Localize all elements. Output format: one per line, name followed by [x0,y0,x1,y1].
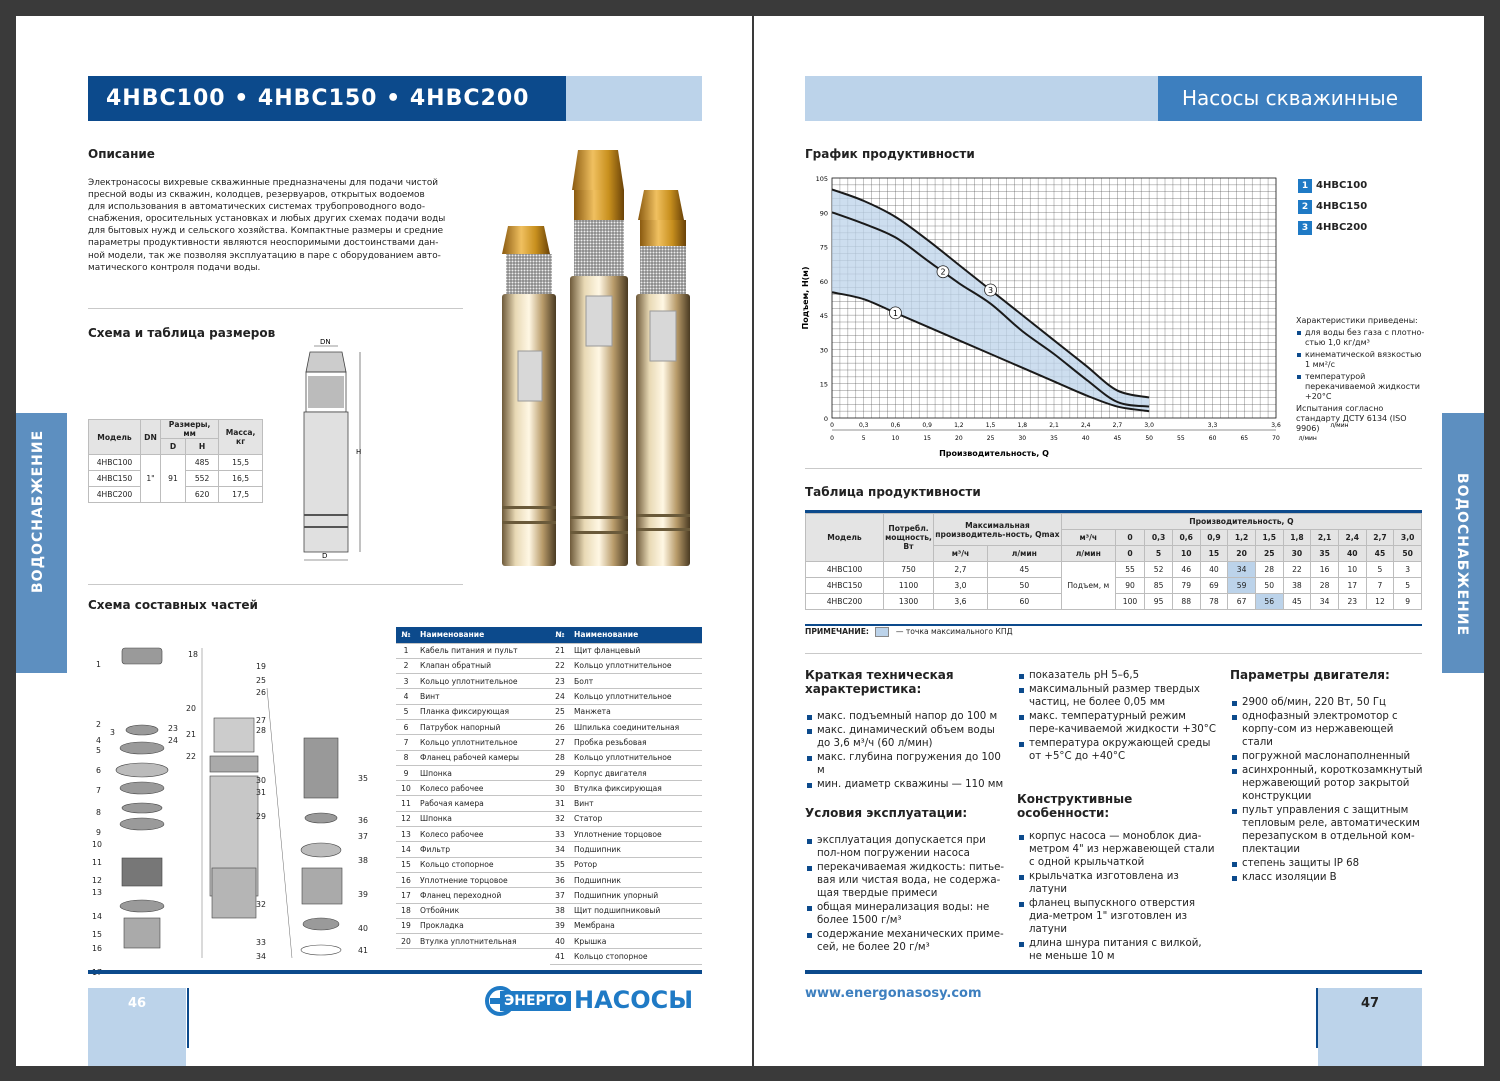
x-tick-label: 70 [1272,435,1280,442]
x-tick-label: 60 [1208,435,1217,442]
x-tick-label: 20 [955,435,963,442]
x-tick-label: 50 [1145,435,1153,442]
x-tick-label: 2,1 [1049,422,1059,429]
y-tick-label: 60 [819,277,828,286]
table-row: 14 Фильтр [396,842,550,857]
table-row: 18 Отбойник [396,903,550,918]
table-row: 13 Колесо рабочее [396,827,550,842]
x-tick-label: 30 [1018,435,1027,442]
table-bottom-rule [805,624,1422,626]
table-row: 30 Втулка фиксирующая [550,781,702,796]
conditions-heading: Условия эксплуатации: [805,806,968,820]
x-tick-label: 0,9 [922,422,932,429]
y-tick-label: 45 [819,312,828,321]
y-tick-label: 15 [819,380,828,389]
x-tick-label: 2,4 [1080,422,1091,429]
x-tick-label: 15 [923,435,931,442]
table-row: 27 Пробка резьбовая [550,735,702,750]
table-row: 4 Винт [396,689,550,704]
side-tab: ВОДОСНАБЖЕНИЕ [1442,413,1484,673]
x-tick-label: 0,3 [858,422,869,429]
table-row: 5 Планка фиксирующая [396,704,550,719]
x-axis-label: Производительность, Q [939,449,1049,458]
pump-4hbc100 [502,226,556,566]
chart-heading: График продуктивности [805,147,975,161]
divider [805,653,1422,654]
table-row: 6 Патрубок напорный [396,719,550,734]
table-row: 2 Клапан обратный [396,658,550,673]
table-row: 22 Кольцо уплотнительное [550,658,702,673]
table-row: 24 Кольцо уплотнительное [550,689,702,704]
y-tick-label: 0 [823,415,828,423]
table-row: 37 Подшипник упорный [550,888,702,903]
y-axis-label: Подъем, H(м) [801,266,810,330]
y-tick-label: 90 [819,209,828,218]
x-tick-label: 3,0 [1144,422,1154,429]
x-tick-label: 65 [1240,435,1249,442]
x-tick-label: 45 [1113,435,1122,442]
table-row: 4НВС100 750 2,7 45 Подъем, м 55 52 46 40 34 28 22 16 10 5 3 [806,562,1422,578]
svg-text:DN: DN [320,338,331,346]
x-tick-label: 3,6 [1271,422,1281,429]
x-tick-label: 3,3 [1207,422,1218,429]
table-row: 19 Прокладка [396,918,550,933]
parts-table-right: № Наименование 21 Щит фланцевый 22 Кольцо уплотнительное 23 Болт 24 Кольцо уплотнительное 25 Манжета 26 Шпилька соединительная 27 Пробка резьбовая 28 Кольцо уплотнительное 29 Корпус двигателя 30 Втулка фиксирующая 31 Винт 32 Статор 33 Уплотнение торцовое 34 Подшипник 35 Ротор 36 Подшипник 37 Подшипник упорный 38 Щит подшипниковый 39 Мембрана 40 Крышка 41 Кольцо стопорное [550,627,702,965]
table-row: 3 Кольцо уплотнительное [396,674,550,689]
dimension-drawing [286,334,386,564]
brief-heading: Краткая техническая характеристика: [805,668,954,696]
table-row: 23 Болт [550,674,702,689]
series-marker-label: 1 [892,308,898,318]
energonasosy-logo: ЭНЕРГО НАСОСЫ [484,986,704,1016]
x-tick-label: 5 [861,435,866,442]
footer-rule [88,970,702,974]
conditions-list: эксплуатация допускается при пол-ном погружении насоса перекачиваемая жидкость: питье-вая или чистая вода, не содержа-щая твердые примеси общая минерализация воды: не более 1500 г/м³ содержание механических приме-сей, не более 20 г/м³ [805,834,1005,955]
x-tick-label: 1,5 [985,422,996,429]
description-text: Электронасосы вихревые скважинные предназначены для подачи чистой пресной воды из скважин, колодцев, резервуаров, открытых водоемов для использования в автоматических системах трубопроводного водо- снабжения, оросительных установках и любых других схемах подачи воды для бытовых нужд и сельского хозяйства. Компактные размеры и средние параметры продуктивности являются неоспоримыми достоинствами дан- ной модели, так же позволяя эксплуатацию в паре с оборудованием авто- матического контроля подачи воды. [88,178,446,273]
table-row: 21 Щит фланцевый [550,643,702,658]
series-marker-label: 2 [940,267,946,277]
table-row: 4НВС100 [89,455,141,471]
side-tab: ВОДОСНАБЖЕНИЕ [16,413,67,673]
legend-item: 2 4НВС150 [1298,200,1367,214]
footer-rule [805,970,1422,974]
table-row: 33 Уплотнение торцовое [550,827,702,842]
table-row: 32 Статор [550,811,702,826]
parts-table-left: № Наименование 1 Кабель питания и пульт 2 Клапан обратный 3 Кольцо уплотнительное 4 Винт 5 Планка фиксирующая 6 Патрубок напорный 7 Кольцо уплотнительное 8 Фланец рабочей камеры 9 Шпонка 10 Колесо рабочее 11 Рабочая камера 12 Шпонка 13 Колесо рабочее 14 Фильтр 15 Кольцо стопорное 16 Уплотнение торцовое 17 Фланец переходной 18 Отбойник 19 Прокладка 20 Втулка уплотнительная [396,627,550,949]
performance-table: Модель Потребл. мощность, Вт Максимальная производитель-ность, Qmax Производительность, Q м³/ч 0 0,3 0,6 0,9 1,2 1,5 1,8 2,1 2,4 2,7 3,0 м³/ч л/мин л/мин 0 5 10 15 20 25 30 35 40 45 50 4НВС100 750 2,7 45 Подъем, м 55 52 46 40 34 28 22 16 10 5 3 4НВС150 1100 3,0 50 90 85 79 69 59 50 38 28 17 7 5 4НВС200 1300 3,6 60 100 95 88 78 67 56 45 34 23 12 9 [805,513,1422,610]
x-tick-label: 1,8 [1017,422,1028,429]
construction-heading: Конструктивные особенности: [1017,792,1133,820]
table-row: 11 Рабочая камера [396,796,550,811]
divider [88,308,463,309]
diagram-callouts: 1 2 3 4 5 6 7 8 9 10 11 12 13 14 15 16 18 19 20 21 22 23 24 25 26 27 28 29 30 31 32 33 34 35 36 37 38 39 40 41 [92,650,368,961]
table-row: 41 Кольцо стопорное [550,949,702,964]
x-tick-label: 1,2 [954,422,964,429]
table-row: 28 Кольцо уплотнительное [550,750,702,765]
parts-heading: Схема составных частей [88,598,258,612]
y-tick-label: 105 [815,175,828,183]
perf-note: ПРИМЕЧАНИЕ: — точка максимального КПД [805,627,1013,636]
table-row: 4НВС200 1300 3,6 60 100 95 88 78 67 56 45 34 23 12 9 [806,594,1422,610]
left-page [16,16,752,1066]
y-tick-label: 75 [819,243,828,252]
table-row: 34 Подшипник [550,842,702,857]
svg-text:D: D [322,552,328,560]
page-title: 4НВС100 • 4НВС150 • 4НВС200 [88,76,566,121]
motor-heading: Параметры двигателя: [1230,668,1390,682]
table-row: 4НВС200 [89,487,141,503]
x-tick-label: л/мин [1330,422,1349,429]
motor-list: 2900 об/мин, 220 Вт, 50 Гц однофазный электромотор с корпу-сом из нержавеющей стали погружной маслонаполненный асинхронный, короткозамкнутый нержавеющий ротор закрытой конструкции пульт управления с защитным тепловым реле, автоматическим перезапуском в отдельной ком-плектации степень защиты IP 68 класс изоляции B [1230,696,1425,885]
table-row: 4НВС150 [89,471,141,487]
construction-list: корпус насоса — моноблок диа-метром 4" из нержавеющей стали с одной крыльчаткой крыльчатка изготовлена из латуни фланец выпускного отверстия диа-метром 1" изготовлен из латуни длина шнура питания с вилкой, не меньше 10 м [1017,830,1217,964]
y-tick-label: 30 [819,346,828,355]
table-row: 7 Кольцо уплотнительное [396,735,550,750]
table-row: 26 Шпилька соединительная [550,719,702,734]
table-row: 20 Втулка уплотнительная [396,934,550,949]
x-tick-label: 10 [891,435,900,442]
x-tick-label: 35 [1050,435,1058,442]
divider [88,584,463,585]
x-tick-label: 0 [830,422,834,429]
perf-table-heading: Таблица продуктивности [805,485,981,499]
dimensions-heading: Схема и таблица размеров [88,326,276,340]
x-tick-label: 25 [986,435,995,442]
dimensions-table: Модель DN Размеры, мм Масса, кг D H 4НВС100 1" 91 485 15,5 4НВС150 552 16,5 4НВС200 620 17,5 [88,419,263,503]
page-number-box: 46 [88,988,186,1066]
divider [187,988,189,1048]
table-row: 36 Подшипник [550,872,702,887]
table-row: 4НВС150 1100 3,0 50 90 85 79 69 59 50 38 28 17 7 5 [806,578,1422,594]
x-tick-label: 0 [830,435,834,442]
table-row: 10 Колесо рабочее [396,781,550,796]
water-params-list: показатель pH 5–6,5 максимальный размер твердых частиц, не более 0,05 мм макс. температурный режим пере-качиваемой жидкости +30°С температура окружающей среды от +5°С до +40°С [1017,669,1217,764]
x-tick-label: 0,6 [890,422,901,429]
series-marker-label: 3 [988,286,994,295]
table-row: 40 Крышка [550,934,702,949]
table-row: 1 Кабель питания и пульт [396,643,550,658]
website-link[interactable]: www.energonasosy.com [805,986,982,1001]
svg-text:H: H [356,448,362,456]
x-tick-label: 55 [1177,435,1185,442]
characteristics-note: Характеристики приведены: для воды без газа с плотно-стью 1,0 кг/дм³ кинематической вязкостью 1 мм²/с температурой перекачиваемой жидкости +20°С Испытания согласно стандарту ДСТУ 6134 (ISO 9906) [1296,316,1425,433]
table-row: 16 Уплотнение торцовое [396,872,550,887]
legend-item: 3 4НВС200 [1298,221,1367,235]
divider [805,468,1422,469]
pump-4hbc150 [570,150,628,566]
page-number-box: 47 [1318,988,1422,1066]
x-tick-label: л/мин [1298,435,1317,442]
pump-4hbc200 [636,190,690,566]
table-row: 29 Корпус двигателя [550,765,702,780]
table-row: 39 Мембрана [550,918,702,933]
table-row: 8 Фланец рабочей камеры [396,750,550,765]
x-tick-label: 2,7 [1112,422,1123,429]
x-tick-label: 40 [1081,435,1090,442]
table-row: 15 Кольцо стопорное [396,857,550,872]
description-heading: Описание [88,147,155,161]
table-row: 35 Ротор [550,857,702,872]
table-row: 25 Манжета [550,704,702,719]
table-row: 17 Фланец переходной [396,888,550,903]
table-row: 31 Винт [550,796,702,811]
right-page [754,16,1484,1066]
table-row: 38 Щит подшипниковый [550,903,702,918]
table-row: 12 Шпонка [396,811,550,826]
pumps-photo [478,146,718,576]
table-row: 9 Шпонка [396,765,550,780]
legend-item: 1 4НВС100 [1298,179,1367,193]
section-title: Насосы скважинные [1158,76,1422,121]
brief-list: макс. подъемный напор до 100 м макс. динамический объем воды до 3,6 м³/ч (60 л/мин) макс. глубина погружения до 100 м мин. диаметр скважины — 110 мм [805,710,1005,792]
